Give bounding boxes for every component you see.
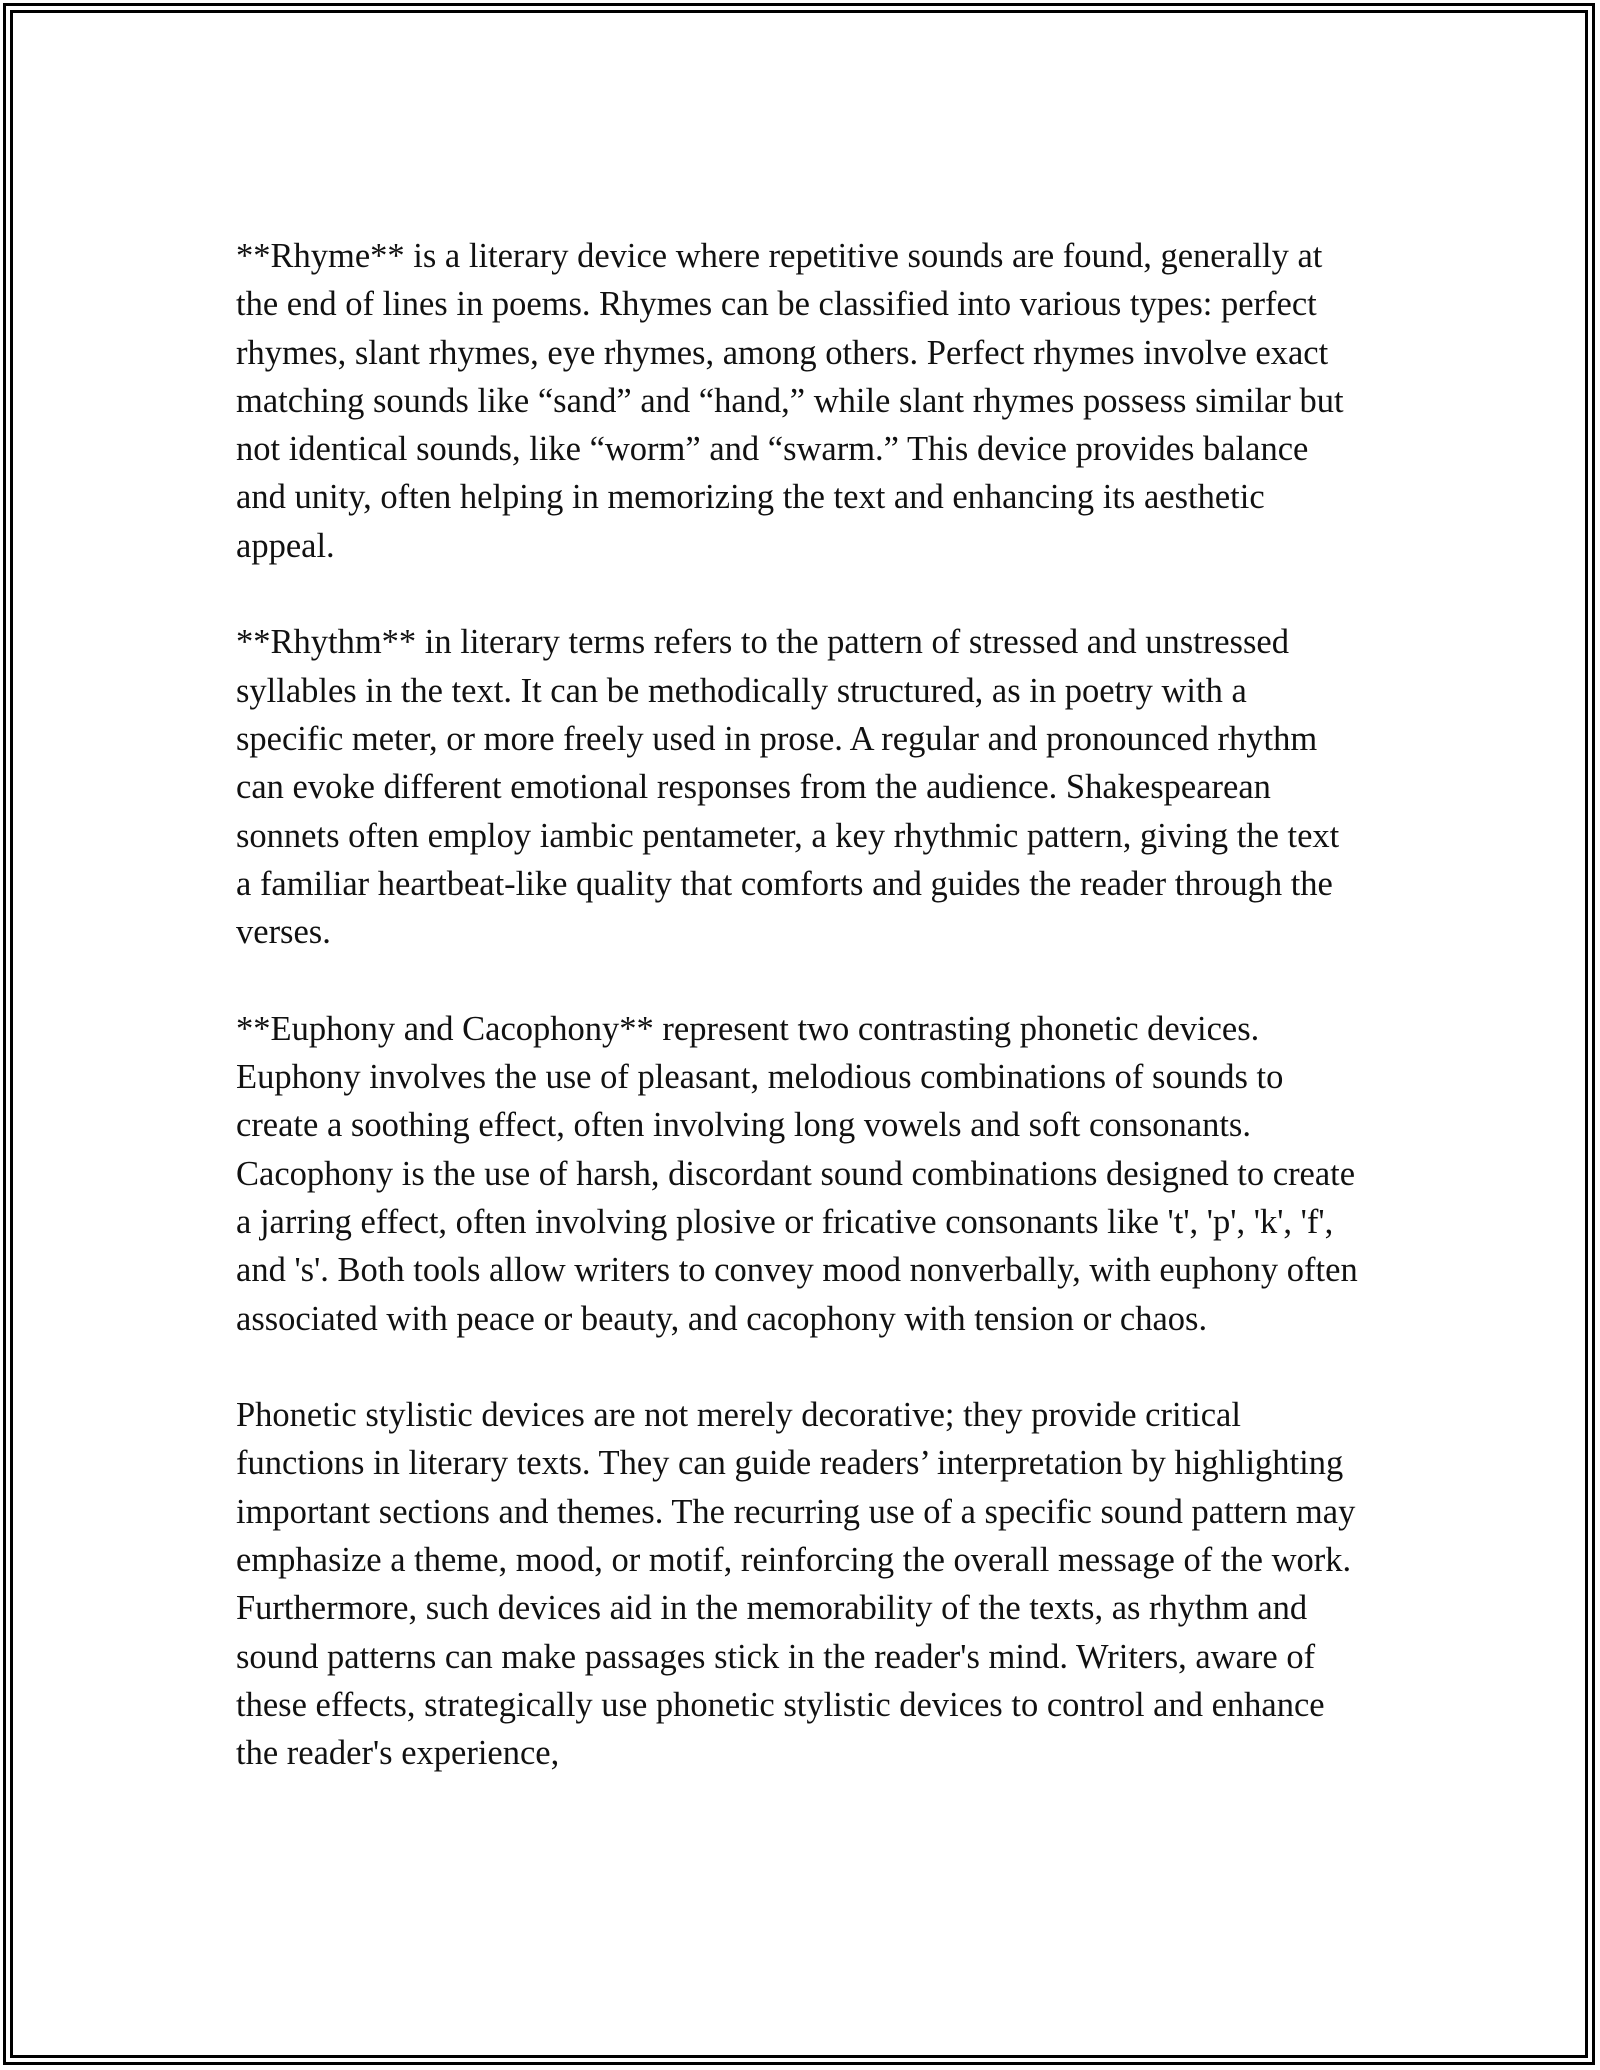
document-body xyxy=(236,232,1362,1778)
paragraph-euphony-cacophony: **Euphony and Cacophony** represent two contrasting phonetic devices. Euphony involves the use of pleasant, melodious combinations of sounds to create a soothing effect, often involving long vowels and soft consonants. Cacophony is the use of harsh, discordant sound combinations designed to create a jarring effect, often involving plosive or fricative consonants like 't', 'p', 'k', 'f', and 's'. Both tools allow writers to convey mood nonverbally, with euphony often associated with peace or beauty, and cacophony with tension or chaos. xyxy=(236,1009,1358,1338)
paragraph-rhyme: **Rhyme** is a literary device where repetitive sounds are found, generally at the end of lines in poems. Rhymes can be classified into various types: perfect rhymes, slant rhymes, eye rhymes, among others. Perfect rhymes involve exact matching sounds like “sand” and “hand,” while slant rhymes possess similar but not identical sounds, like “worm” and “swarm.” This device provides balance and unity, often helping in memorizing the text and enhancing its aesthetic appeal. xyxy=(236,237,1344,565)
paragraph-phonetic-devices: Phonetic stylistic devices are not merely decorative; they provide critical functions in literary texts. They can guide readers’ interpretation by highlighting important sections and themes. The recurring use of a specific sound pattern may emphasize a theme, mood, or motif, reinforcing the overall message of the work. Furthermore, such devices aid in the memorability of the texts, as rhythm and sound patterns can make passages stick in the reader's mind. Writers, aware of these effects, strategically use phonetic stylistic devices to control and enhance the reader's experience, xyxy=(236,1396,1356,1773)
paragraph-rhythm: **Rhythm** in literary terms refers to the pattern of stressed and unstressed syllables in the text. It can be methodically structured, as in poetry with a specific meter, or more freely used in prose. A regular and pronounced rhythm can evoke different emotional responses from the audience. Shakespearean sonnets often employ iambic pentameter, a key rhythmic pattern, giving the text a familiar heartbeat-like quality that comforts and guides the reader through the verses. xyxy=(236,623,1340,952)
